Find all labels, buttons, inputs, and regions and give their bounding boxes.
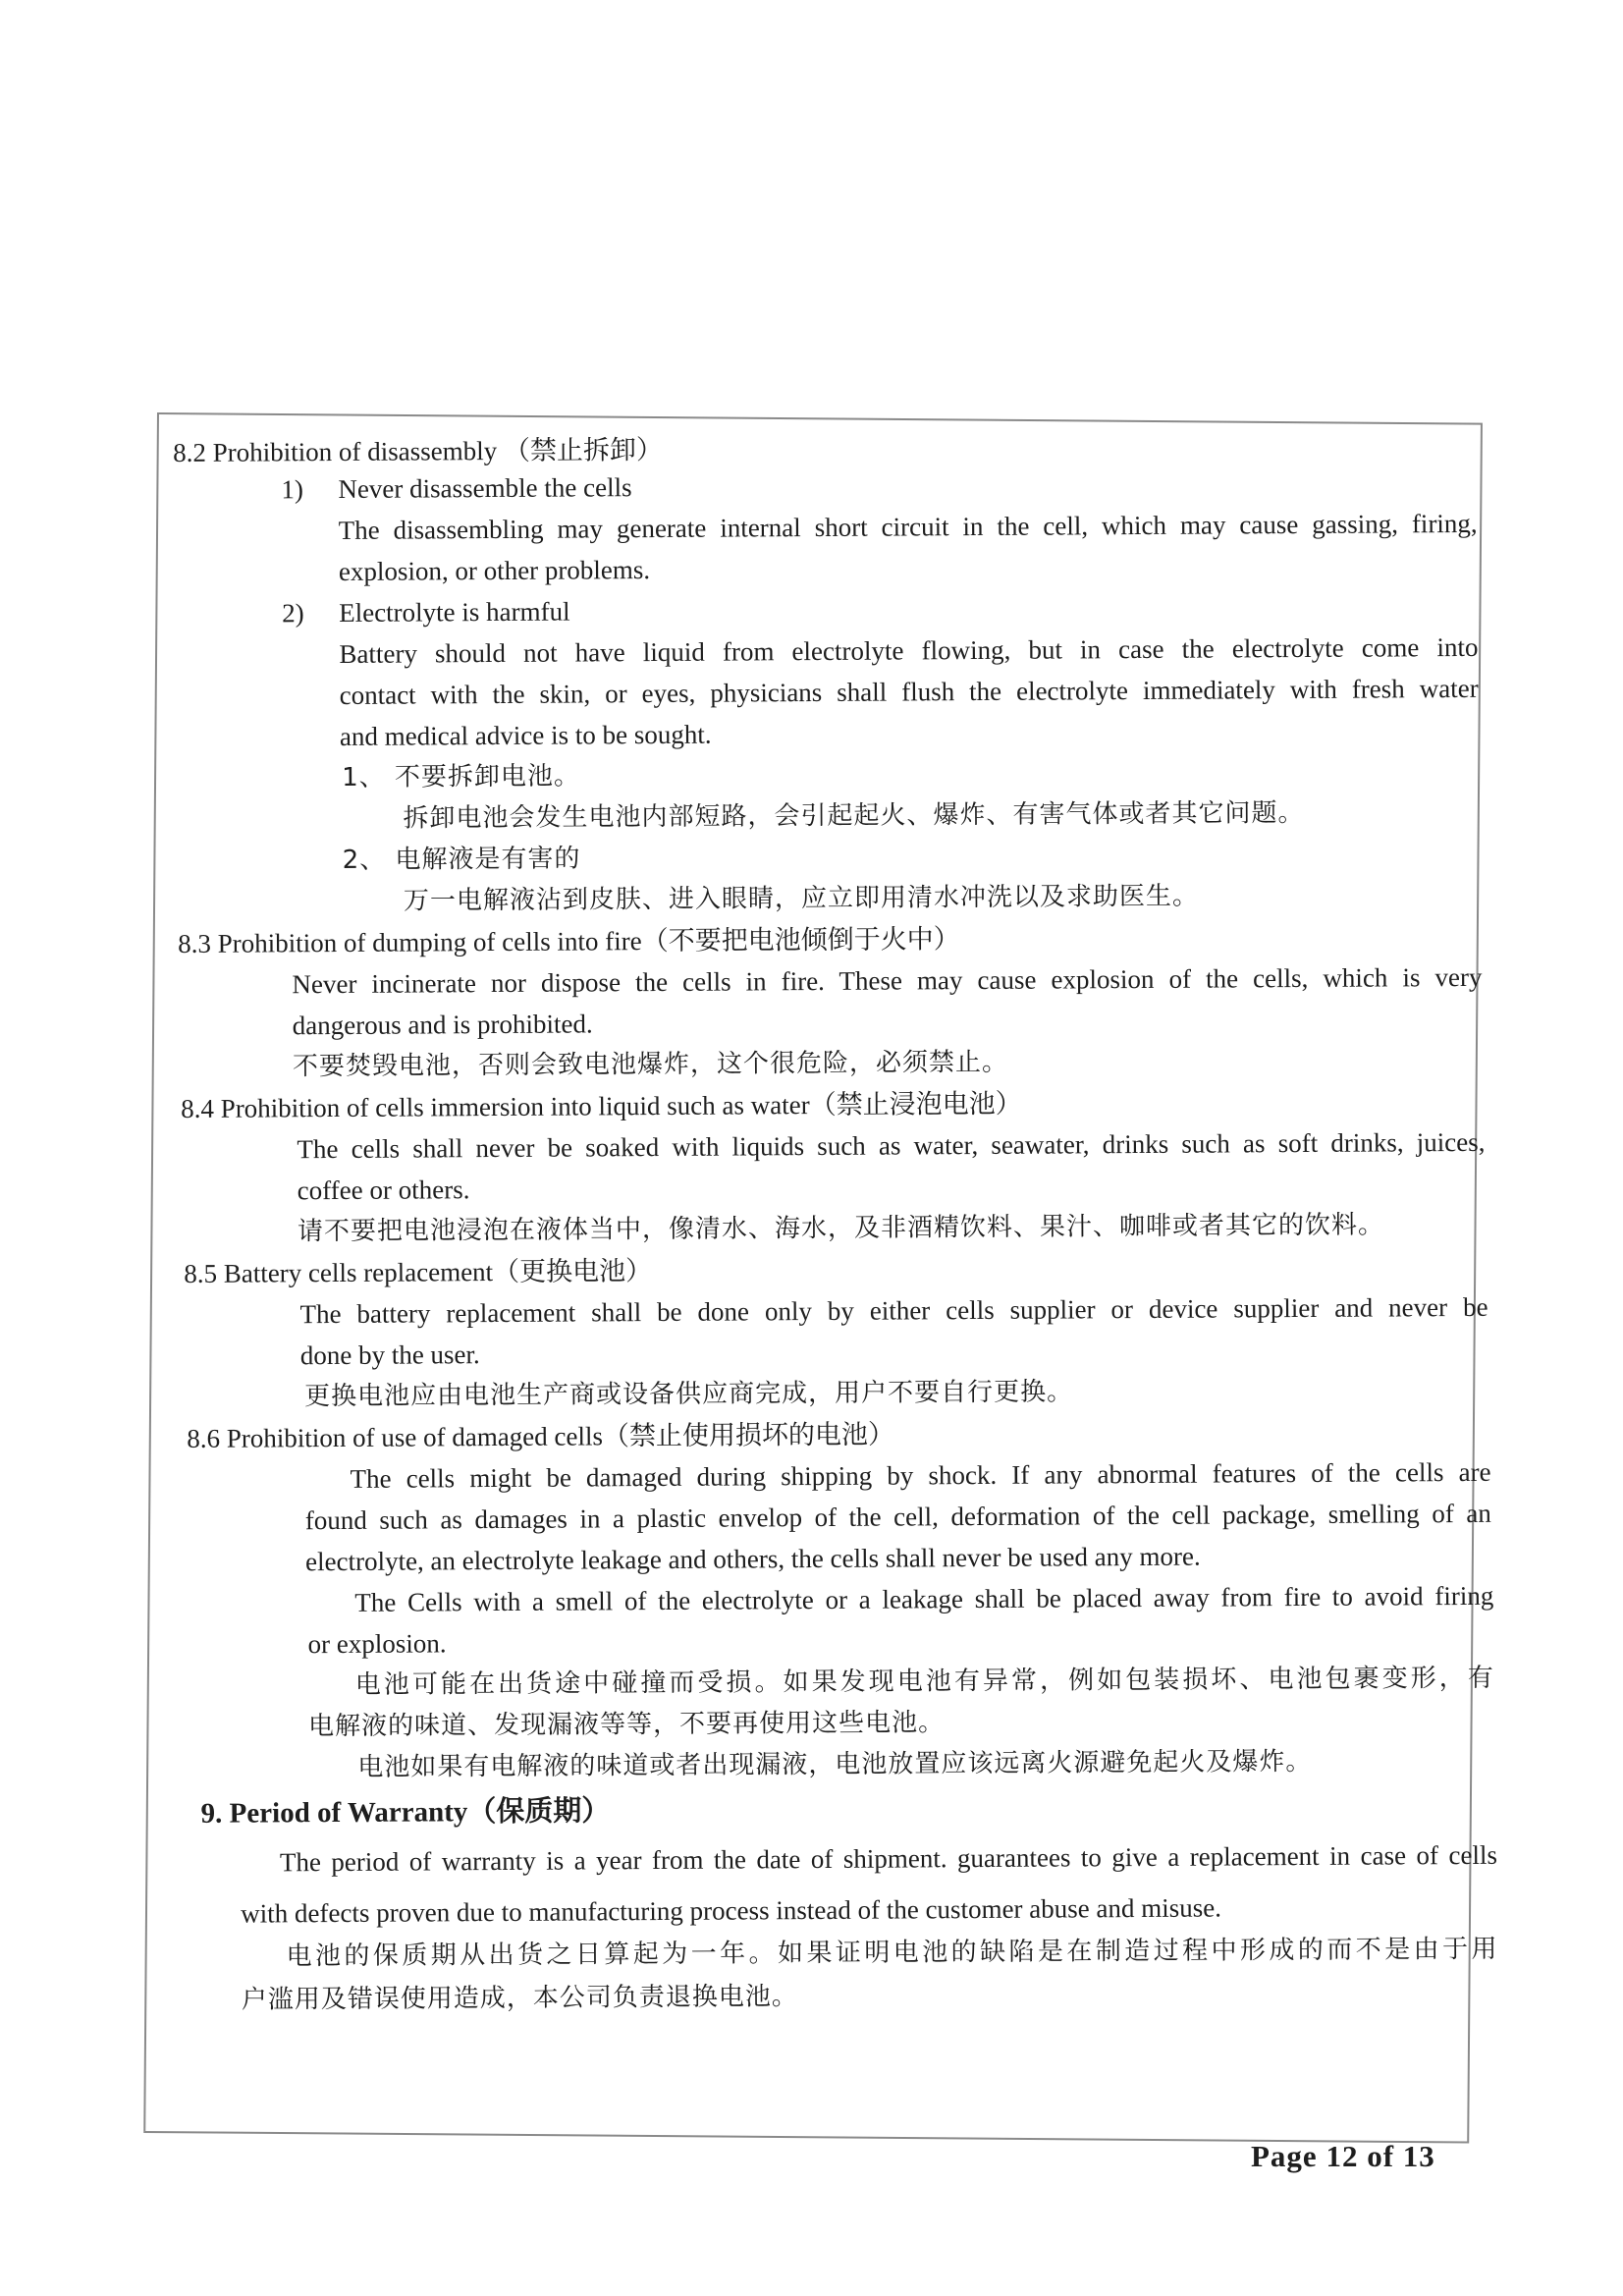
section-8-4-zh: 请不要把电池浸泡在液体当中，像清水、海水，及非酒精饮料、果汁、咖啡或者其它的饮料。 [297,1210,1385,1247]
section-8-6-body-line: electrolyte, an electrolyte leakage and others, the cells shall never be used any more. [304,1541,1201,1577]
item-1-number: 1) [281,474,303,505]
page-number: Page 12 of 13 [1251,2139,1435,2173]
section-8-6-zh-line: 电池可能在出货途中碰撞而受损。如果发现电池有异常，例如包装损坏、电池包裹变形，有 [354,1663,1494,1700]
section-8-5-body-line: done by the user. [299,1339,480,1371]
section-9-zh-line: 电池的保质期从出货之日算起为一年。如果证明电池的缺陷是在制造过程中形成的而不是由于用 [286,1934,1498,1972]
item-2-body-line: and medical advice is to be sought. [339,719,712,751]
item-1-title: Never disassemble the cells [338,472,632,504]
section-8-3-body-line: Never incinerate nor dispose the cells in fire. These may cause explosion of the cells, which is very [292,961,1483,1000]
section-8-5-body-line: The battery replacement shall be done only by either cells supplier or device supplier and never be [299,1291,1488,1330]
section-8-2-heading: 8.2 Prohibition of disassembly （禁止拆卸） [173,434,663,467]
item-2-body-line: Battery should not have liquid from electrolyte flowing, but in case the electrolyte come into [339,631,1479,669]
zh-item-1-body: 拆卸电池会发生电池内部短路，会引起起火、爆炸、有害气体或者其它问题。 [403,797,1305,834]
section-8-3-zh: 不要焚毁电池，否则会致电池爆炸，这个很危险，必须禁止。 [292,1047,1009,1082]
section-8-5-zh: 更换电池应由电池生产商或设备供应商完成，用户不要自行更换。 [303,1377,1074,1412]
section-8-6-body-line: The Cells with a smell of the electrolyte or a leakage shall be placed away from fire to avoid firing [354,1580,1494,1617]
section-9-body-line: The period of warranty is a year from the date of shipment. guarantees to give a replacement in case of cells [279,1839,1498,1878]
zh-item-1-title: 1、 不要拆卸电池。 [342,761,581,793]
item-2-number: 2) [282,598,304,629]
item-1-body-line: explosion, or other problems. [338,555,651,586]
section-8-6-heading: 8.6 Prohibition of use of damaged cells（禁止使用损坏的电池） [187,1419,895,1453]
section-8-5-heading: 8.5 Battery cells replacement（更换电池） [184,1256,653,1288]
section-9-heading: 9. Period of Warranty（保质期） [200,1795,611,1830]
section-8-6-body-line: found such as damages in a plastic envelop of the cell, deformation of the cell package, smelling of an [304,1498,1491,1536]
section-8-6-body-line: or explosion. [307,1628,447,1660]
zh-item-2-title: 2、 电解液是有害的 [342,844,581,875]
item-2-title: Electrolyte is harmful [339,596,570,628]
section-8-6-body-line: The cells might be damaged during shipping by shock. If any abnormal features of the cells are [350,1456,1491,1494]
section-8-6-zh-line: 电解液的味道、发现漏液等等，不要再使用这些电池。 [307,1708,946,1742]
item-2-body-line: contact with the skin, or eyes, physicians shall flush the electrolyte immediately with fresh water [339,673,1479,710]
section-8-4-body-line: coffee or others. [297,1175,470,1206]
section-9-body-line: with defects proven due to manufacturing process instead of the customer abuse and misuse. [241,1892,1222,1929]
section-8-4-body-line: The cells shall never be soaked with liquids such as water, seawater, drinks such as soft drinks, juices, [297,1126,1486,1165]
item-1-body-line: The disassembling may generate internal short circuit in the cell, which may cause gassing, firing, [338,508,1478,545]
section-8-3-body-line: dangerous and is prohibited. [292,1009,593,1041]
section-8-6-zh-line: 电池如果有电解液的味道或者出现漏液，电池放置应该远离火源避免起火及爆炸。 [357,1746,1313,1782]
section-8-4-heading: 8.4 Prohibition of cells immersion into liquid such as water（禁止浸泡电池） [181,1088,1022,1123]
zh-item-2-body: 万一电解液沾到皮肤、进入眼睛，应立即用清水冲洗以及求助医生。 [403,881,1200,916]
section-9-zh-line: 户滥用及错误使用造成，本公司负责退换电池。 [241,1982,798,2015]
section-8-3-heading: 8.3 Prohibition of dumping of cells into fire（不要把电池倾倒于火中） [178,924,960,958]
